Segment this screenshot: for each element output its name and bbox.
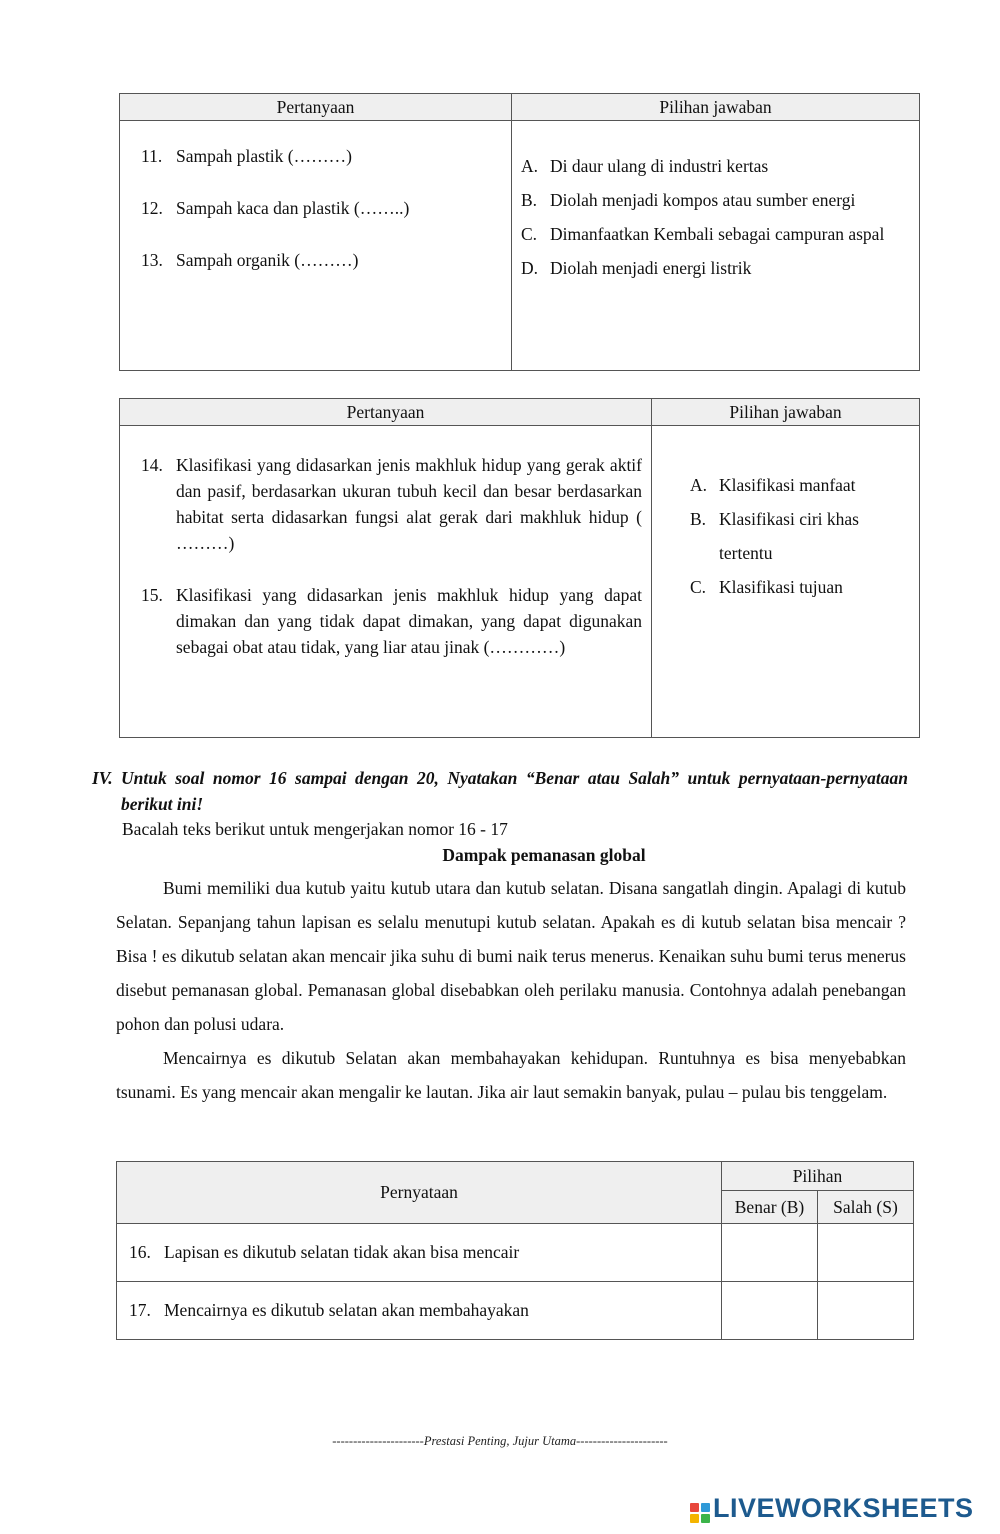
question-table-2: [119, 398, 920, 738]
option-text: Diolah menjadi energi listrik: [550, 258, 752, 278]
option-letter: D.: [521, 258, 539, 278]
passage-paragraph-2: Mencairnya es dikutub Selatan akan membahayakan kehidupan. Runtuhnya es bisa menyebabkan tsunami. Es yang mencair akan mengalir ke lautan. Jika air laut semakin banyak, pulau – pulau bis tenggelam.: [116, 1048, 906, 1102]
option-letter: B.: [521, 190, 538, 210]
option-text: Klasifikasi ciri khas tertentu: [719, 509, 859, 563]
statement-cell: [117, 1282, 722, 1340]
question-number: 13.: [141, 250, 163, 270]
questions-cell: [120, 121, 512, 371]
options-cell: [512, 121, 920, 371]
statement-row-16: [117, 1224, 914, 1282]
footer-motto: ----------------------Prestasi Penting, Jujur Utama----------------------: [332, 1434, 668, 1448]
option-a: [690, 468, 900, 502]
statement-number: 17.: [129, 1300, 151, 1320]
option-text: Di daur ulang di industri kertas: [550, 156, 769, 176]
question-table-1: [119, 93, 920, 371]
question-number: 11.: [141, 146, 163, 166]
statement-text: Mencairnya es dikutub selatan akan membahayakan: [164, 1300, 529, 1320]
option-c: [690, 570, 900, 604]
brand-logo: [690, 1493, 974, 1524]
passage-title: Dampak pemanasan global: [442, 845, 646, 865]
brand-cell: [690, 1514, 699, 1523]
option-text: Klasifikasi manfaat: [719, 475, 856, 495]
header-question: Pertanyaan: [120, 399, 652, 426]
header-choices: Pilihan jawaban: [652, 399, 920, 426]
option-letter: B.: [690, 509, 707, 529]
statement-number: 16.: [129, 1242, 151, 1262]
brand-name: LIVEWORKSHEETS: [713, 1493, 974, 1523]
passage-paragraph-1: Bumi memiliki dua kutub yaitu kutub utara dan kutub selatan. Disana sangatlah dingin. Apalagi di kutub Selatan. Sepanjang tahun lapisan es selalu menutupi kutub selatan. Apakah es di kutub selatan bisa mencair ? Bisa ! es dikutub selatan akan mencair jika suhu di bumi naik terus menerus. Kenaikan suhu bumi terus menerus disebut pemanasan global. Pemanasan global disebabkan oleh perilaku manusia. Contohnya adalah penebangan pohon dan polusi udara.: [116, 878, 906, 1034]
statement-cell: [117, 1224, 722, 1282]
question-number: 15.: [141, 585, 163, 605]
option-d: [521, 251, 906, 285]
option-letter: C.: [690, 577, 707, 597]
header-question: Pertanyaan: [120, 94, 512, 121]
brand-cells-icon: [690, 1503, 710, 1523]
option-text: Dimanfaatkan Kembali sebagai campuran aspal: [550, 224, 885, 244]
question-14: [141, 452, 642, 556]
option-b: [521, 183, 906, 217]
statement-row-17: [117, 1282, 914, 1340]
question-number: 14.: [141, 455, 163, 475]
option-letter: A.: [521, 156, 539, 176]
section-instruction: [92, 765, 908, 817]
brand-cell: [701, 1514, 710, 1523]
answer-true-16[interactable]: [722, 1224, 818, 1282]
question-number: 12.: [141, 198, 163, 218]
question-text: Klasifikasi yang didasarkan jenis makhluk hidup yang gerak aktif dan pasif, berdasarkan ukuran tubuh kecil dan besar berdasarkan habitat serta didasarkan fungsi alat gerak dari makhluk hidup ( ………): [176, 455, 642, 553]
instruction-text: Untuk soal nomor 16 sampai dengan 20, Nyatakan “Benar atau Salah” untuk pernyataan-pernyataan berikut ini!: [121, 768, 908, 814]
option-text: Klasifikasi tujuan: [719, 577, 843, 597]
read-note: Bacalah teks berikut untuk mengerjakan nomor 16 - 17: [122, 819, 508, 839]
option-letter: A.: [690, 475, 708, 495]
option-b: [690, 502, 900, 570]
question-15: [141, 582, 642, 660]
question-text: Sampah plastik (………): [176, 146, 352, 166]
question-text: Klasifikasi yang didasarkan jenis makhluk hidup yang dapat dimakan dan yang tidak dapat dimakan, yang dapat digunakan sebagai obat atau tidak, yang liar atau jinak (…………): [176, 585, 642, 657]
answer-true-17[interactable]: [722, 1282, 818, 1340]
header-choices: Pilihan jawaban: [512, 94, 920, 121]
option-a: [521, 149, 906, 183]
option-c: [521, 217, 906, 251]
section-numeral: IV.: [92, 768, 113, 788]
passage: [116, 871, 906, 1109]
question-11: [141, 146, 511, 198]
question-text: Sampah organik (………): [176, 250, 359, 270]
question-12: [141, 198, 511, 250]
options-cell: [652, 426, 920, 738]
brand-cell: [690, 1503, 699, 1512]
question-text: Sampah kaca dan plastik (……..): [176, 198, 410, 218]
answer-false-16[interactable]: [818, 1224, 914, 1282]
question-13: [141, 250, 511, 302]
header-true: Benar (B): [722, 1191, 818, 1224]
header-choice: Pilihan: [722, 1162, 914, 1191]
statement-text: Lapisan es dikutub selatan tidak akan bisa mencair: [164, 1242, 520, 1262]
header-statement: Pernyataan: [117, 1162, 722, 1224]
option-text: Diolah menjadi kompos atau sumber energi: [550, 190, 856, 210]
answer-false-17[interactable]: [818, 1282, 914, 1340]
option-letter: C.: [521, 224, 538, 244]
brand-cell: [701, 1503, 710, 1512]
statement-table: [116, 1161, 914, 1340]
header-false: Salah (S): [818, 1191, 914, 1224]
questions-cell: [120, 426, 652, 738]
